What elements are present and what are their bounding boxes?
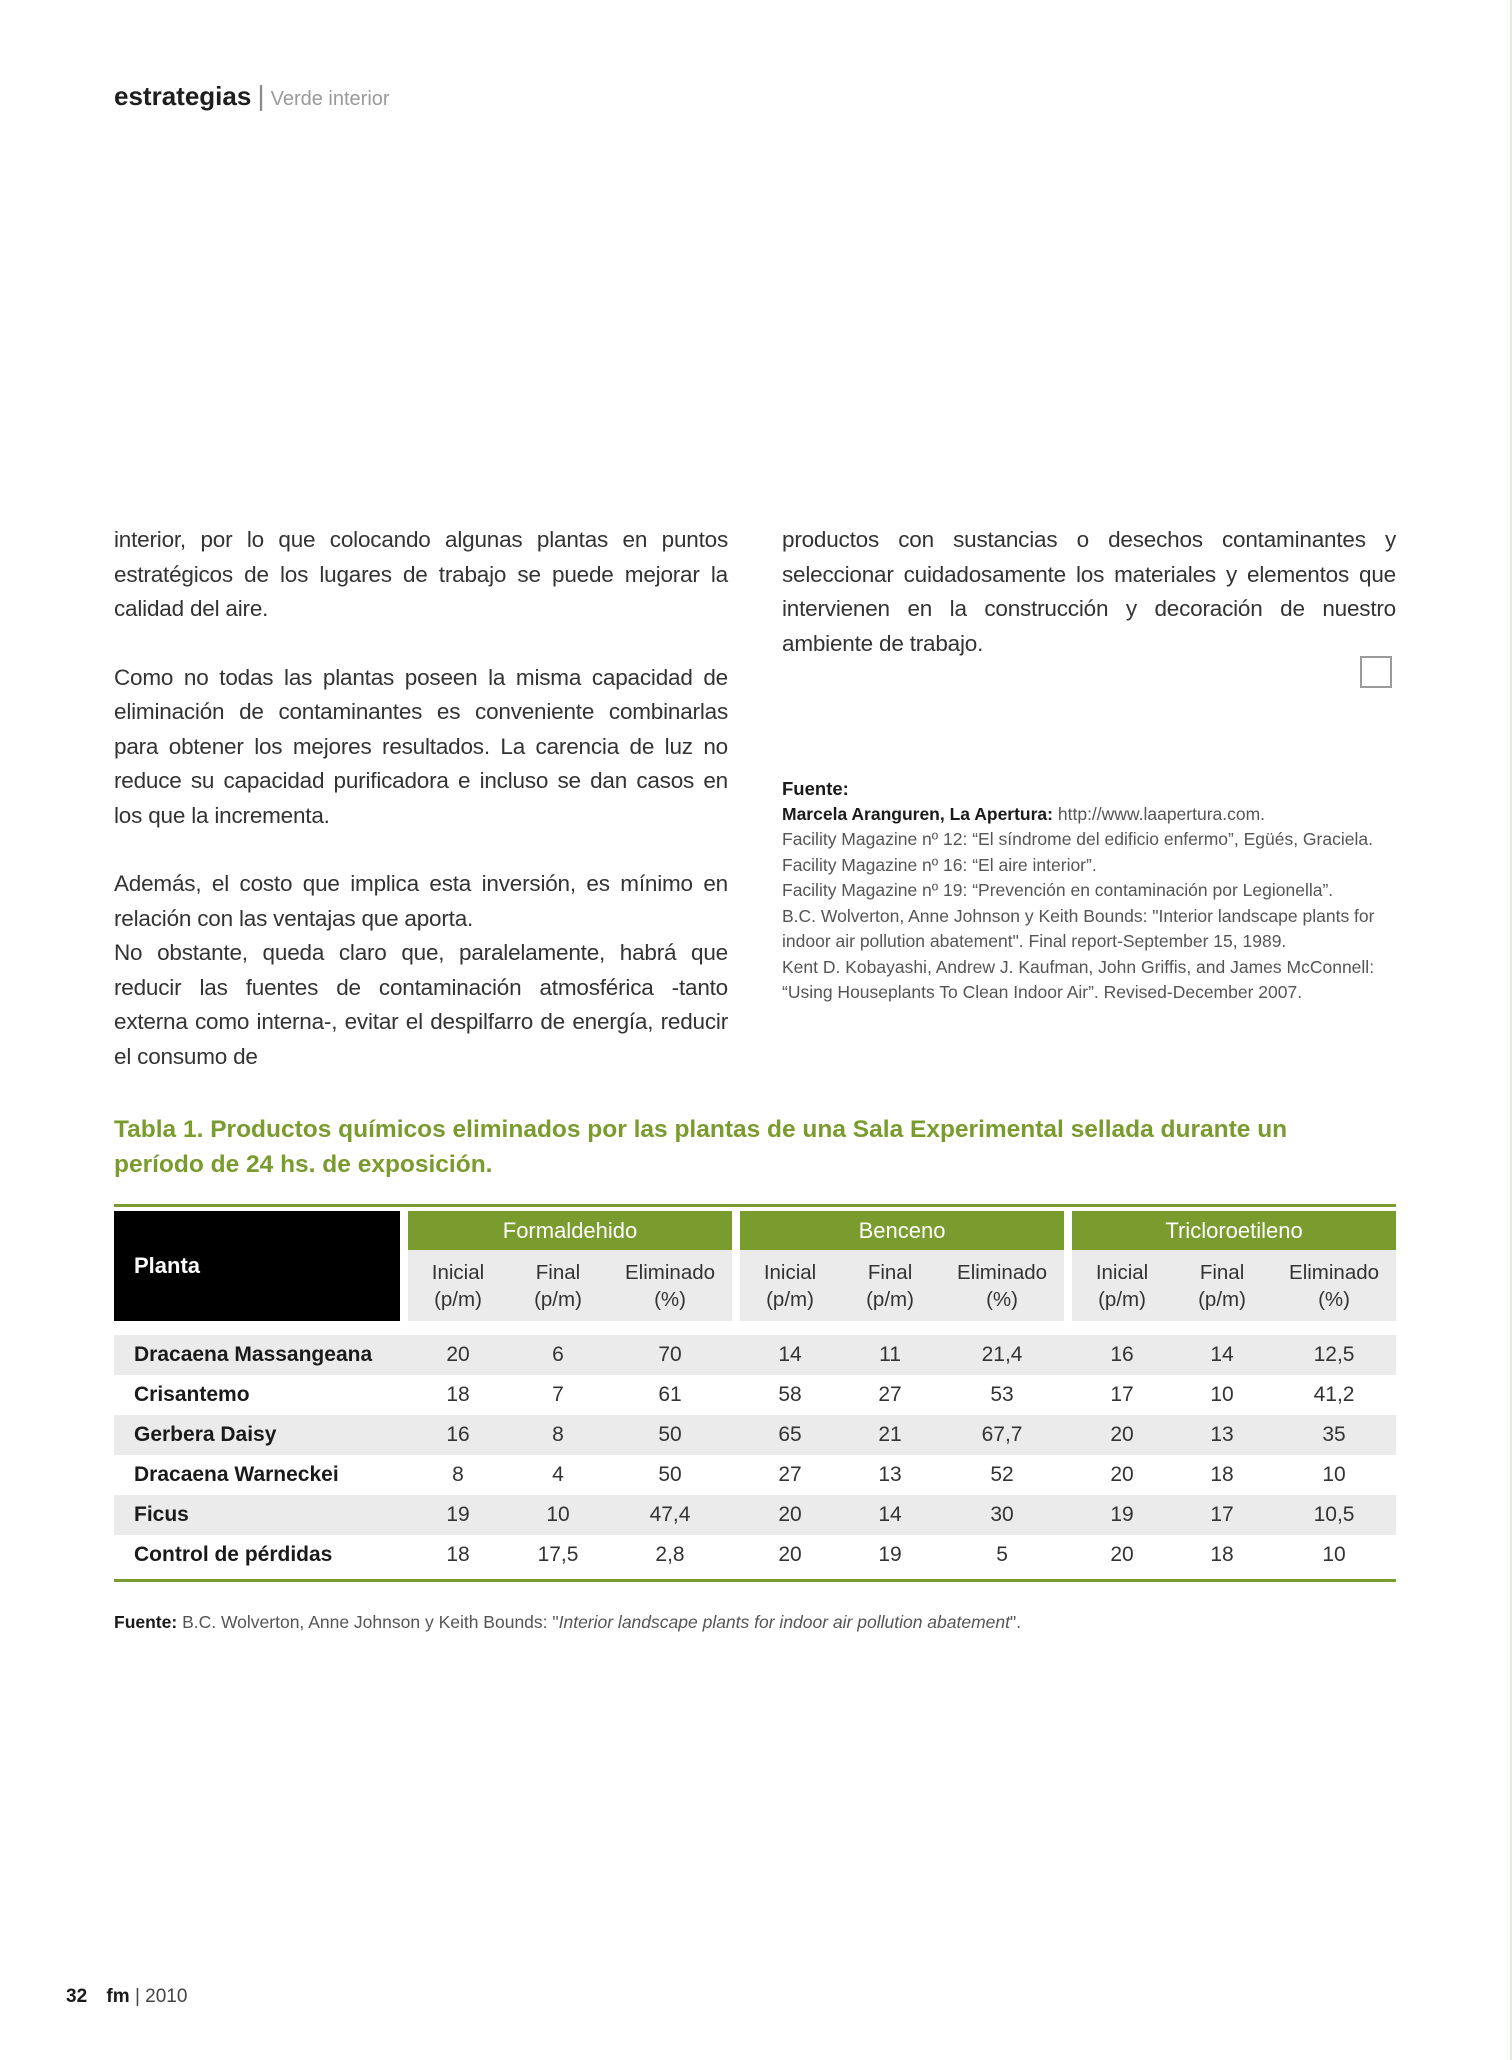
data-table: [114, 1211, 1396, 1575]
table-source: [114, 1612, 1021, 1633]
column-subheader: [740, 1250, 840, 1321]
table-cell: 52: [990, 1463, 1014, 1486]
paragraph: No obstante, queda claro que, paralelamente, habrá que reducir las fuentes de contaminación atmosférica -tanto externa como interna-, evitar el despilfarro de energía, reducir el consumo de: [114, 940, 728, 1069]
table-cell: 21: [840, 1415, 940, 1455]
subheader-unit: (%): [1318, 1287, 1350, 1311]
table-cell: 2,8: [655, 1543, 685, 1566]
paragraph: productos con sustancias o desechos contaminantes y seleccionar cuidadosamente los materiales y elementos que intervienen en la construcción y decoración de nuestro ambiente de trabajo.: [782, 527, 1396, 656]
table-cell: 30: [940, 1495, 1064, 1535]
subheader-label: Eliminado: [625, 1260, 716, 1284]
subheader-unit: (p/m): [866, 1287, 914, 1311]
plant-name: Dracaena Warneckei: [134, 1463, 339, 1486]
paragraph: Como no todas las plantas poseen la misma capacidad de eliminación de contaminantes es conveniente combinarlas para obtener los mejores resultados. La carencia de luz no reduce su capacidad purificadora e incluso se dan casos en los que la incrementa.: [114, 664, 728, 828]
reference-line: B.C. Wolverton, Anne Johnson y Keith Bounds: "Interior landscape plants for: [782, 905, 1375, 926]
table-row: [114, 1535, 1396, 1575]
subheader-label: Inicial: [431, 1260, 485, 1284]
column-subheader: [1072, 1250, 1172, 1321]
reference-line: Facility Magazine nº 19: “Prevención en contaminación por Legionella”.: [782, 880, 1334, 900]
table-cell: 11: [840, 1335, 940, 1375]
column-subheader: [840, 1250, 940, 1321]
reference-line: Facility Magazine nº 12: “El síndrome del edificio enfermo”, Egüés, Graciela.: [782, 829, 1373, 849]
references-block: [782, 776, 1422, 1006]
table-cell: 18: [1210, 1463, 1234, 1486]
table-cell: 7: [552, 1383, 564, 1406]
table-cell: 47,4: [608, 1495, 732, 1535]
table-cell: 65: [740, 1415, 840, 1455]
subheader-label: Final: [1199, 1260, 1245, 1284]
table-cell: 50: [658, 1463, 682, 1486]
table-cell: 8: [452, 1463, 464, 1486]
table-row: [114, 1455, 1396, 1495]
table-cell: 16: [408, 1415, 508, 1455]
body-column-right: [782, 523, 1396, 661]
plant-name: Crisantemo: [134, 1383, 250, 1406]
magazine-name: fm: [106, 1986, 130, 2007]
reference-line: [782, 802, 1422, 828]
end-of-article-square: [1360, 656, 1392, 688]
subheader-label: Inicial: [763, 1260, 817, 1284]
table-cell: 10: [1210, 1383, 1234, 1406]
table-source-label: Fuente:: [114, 1612, 178, 1632]
planta-header: Planta: [114, 1211, 400, 1321]
header-separator: |: [257, 80, 265, 111]
table-cell: 16: [1072, 1335, 1172, 1375]
subheader-unit: (p/m): [1198, 1287, 1246, 1311]
table-cell: 14: [840, 1495, 940, 1535]
subheader-label: Inicial: [1095, 1260, 1149, 1284]
table-cell: 20: [1110, 1463, 1134, 1486]
table-caption: Tabla 1. Productos químicos eliminados por las plantas de una Sala Experimental sellada durante un período de 24 hs. de exposición.: [114, 1116, 1288, 1178]
plant-name: Gerbera Daisy: [114, 1415, 400, 1455]
reference-line: Facility Magazine nº 16: “El aire interior”.: [782, 854, 1097, 875]
table-rule-bottom: [114, 1579, 1396, 1582]
reference-url[interactable]: http://www.laapertura.com.: [1057, 803, 1266, 824]
page-footer: [66, 1986, 187, 2008]
group-header-benceno: Benceno: [740, 1211, 1064, 1250]
page-number: 32: [66, 1986, 88, 2007]
table-row: [114, 1415, 1396, 1455]
table-cell: 10: [1322, 1463, 1346, 1486]
plant-name: Control de pérdidas: [134, 1543, 333, 1566]
table-cell: 6: [508, 1335, 608, 1375]
reference-line: Kent D. Kobayashi, Andrew J. Kaufman, John Griffis, and James McConnell:: [782, 956, 1375, 977]
subheader-label: Final: [535, 1260, 581, 1284]
running-header: [114, 80, 390, 112]
table-cell: 20: [778, 1543, 802, 1566]
table-cell: 58: [778, 1383, 802, 1406]
column-subheader: [1172, 1250, 1272, 1321]
subheader-unit: (p/m): [534, 1287, 582, 1311]
subheader-unit: (p/m): [1098, 1287, 1146, 1311]
table-cell: 67,7: [940, 1415, 1064, 1455]
table-cell: 4: [552, 1463, 564, 1486]
column-subheader: [940, 1250, 1064, 1321]
table-cell: 19: [1072, 1495, 1172, 1535]
subheader-label: Eliminado: [957, 1260, 1048, 1284]
table-row: [114, 1335, 1396, 1375]
table-cell: 18: [446, 1383, 470, 1406]
table-source-end: ".: [1010, 1612, 1022, 1632]
table-cell: 53: [990, 1383, 1014, 1406]
table-cell: 14: [1172, 1335, 1272, 1375]
table-row: [114, 1375, 1396, 1415]
subheader-label: Final: [867, 1260, 913, 1284]
references-label: Fuente:: [782, 778, 849, 799]
table-cell: 8: [508, 1415, 608, 1455]
subheader-unit: (p/m): [766, 1287, 814, 1311]
table-cell: 10,5: [1272, 1495, 1396, 1535]
section-subtitle: Verde interior: [270, 88, 390, 110]
column-subheader: [1272, 1250, 1396, 1321]
reference-line: “Using Houseplants To Clean Indoor Air”. Revised-December 2007.: [782, 982, 1303, 1002]
table-cell: 21,4: [940, 1335, 1064, 1375]
plant-name: Ficus: [114, 1495, 400, 1535]
section-title: estrategias: [114, 81, 252, 111]
table-cell: 27: [878, 1383, 902, 1406]
subheader-label: Eliminado: [1289, 1260, 1380, 1284]
table-cell: 10: [508, 1495, 608, 1535]
table-cell: 10: [1322, 1543, 1346, 1566]
paragraph: interior, por lo que colocando algunas plantas en puntos estratégicos de los lugares de trabajo se puede mejorar la calidad del aire.: [114, 527, 728, 621]
group-header-tricloroetileno: Tricloroetileno: [1072, 1211, 1396, 1250]
column-subheader: [508, 1250, 608, 1321]
table-source-title: Interior landscape plants for indoor air pollution abatement: [558, 1612, 1010, 1632]
table-cell: 20: [1110, 1543, 1134, 1566]
paragraph: Además, el costo que implica esta inversión, es mínimo en relación con las ventajas que aporta.: [114, 871, 728, 931]
plant-name: Dracaena Massangeana: [114, 1335, 400, 1375]
table-cell: 5: [996, 1543, 1008, 1566]
table-cell: 12,5: [1272, 1335, 1396, 1375]
table-row: [114, 1495, 1396, 1535]
table-cell: 27: [778, 1463, 802, 1486]
table-cell: 18: [1210, 1543, 1234, 1566]
footer-year: 2010: [145, 1986, 188, 2007]
table-cell: 50: [608, 1415, 732, 1455]
footer-separator: |: [134, 1986, 140, 2007]
table-cell: 14: [740, 1335, 840, 1375]
reference-line: indoor air pollution abatement". Final report-September 15, 1989.: [782, 931, 1287, 951]
table-cell: 20: [1072, 1415, 1172, 1455]
table-rule-top: [114, 1204, 1396, 1207]
column-subheader: [408, 1250, 508, 1321]
table-source-authors: B.C. Wolverton, Anne Johnson y Keith Bounds: ": [182, 1612, 559, 1632]
subheader-unit: (%): [654, 1287, 686, 1311]
table-cell: 13: [878, 1463, 902, 1486]
body-column-left: [114, 523, 728, 1074]
table-cell: 20: [740, 1495, 840, 1535]
table-cell: 70: [608, 1335, 732, 1375]
reference-author: Marcela Aranguren, La Apertura:: [782, 803, 1053, 824]
table-cell: 13: [1172, 1415, 1272, 1455]
table-cell: 17,5: [537, 1543, 579, 1566]
table-cell: 18: [446, 1543, 470, 1566]
column-subheader: [608, 1250, 732, 1321]
table-cell: 35: [1272, 1415, 1396, 1455]
table-cell: 17: [1110, 1383, 1134, 1406]
table-cell: 19: [878, 1543, 902, 1566]
subheader-unit: (%): [986, 1287, 1018, 1311]
data-table-wrapper: [114, 1204, 1396, 1582]
group-header-formaldehido: Formaldehido: [408, 1211, 732, 1250]
table-cell: 41,2: [1313, 1383, 1355, 1406]
table-cell: 17: [1172, 1495, 1272, 1535]
subheader-unit: (p/m): [434, 1287, 482, 1311]
table-cell: 19: [408, 1495, 508, 1535]
table-cell: 20: [408, 1335, 508, 1375]
table-cell: 61: [658, 1383, 682, 1406]
